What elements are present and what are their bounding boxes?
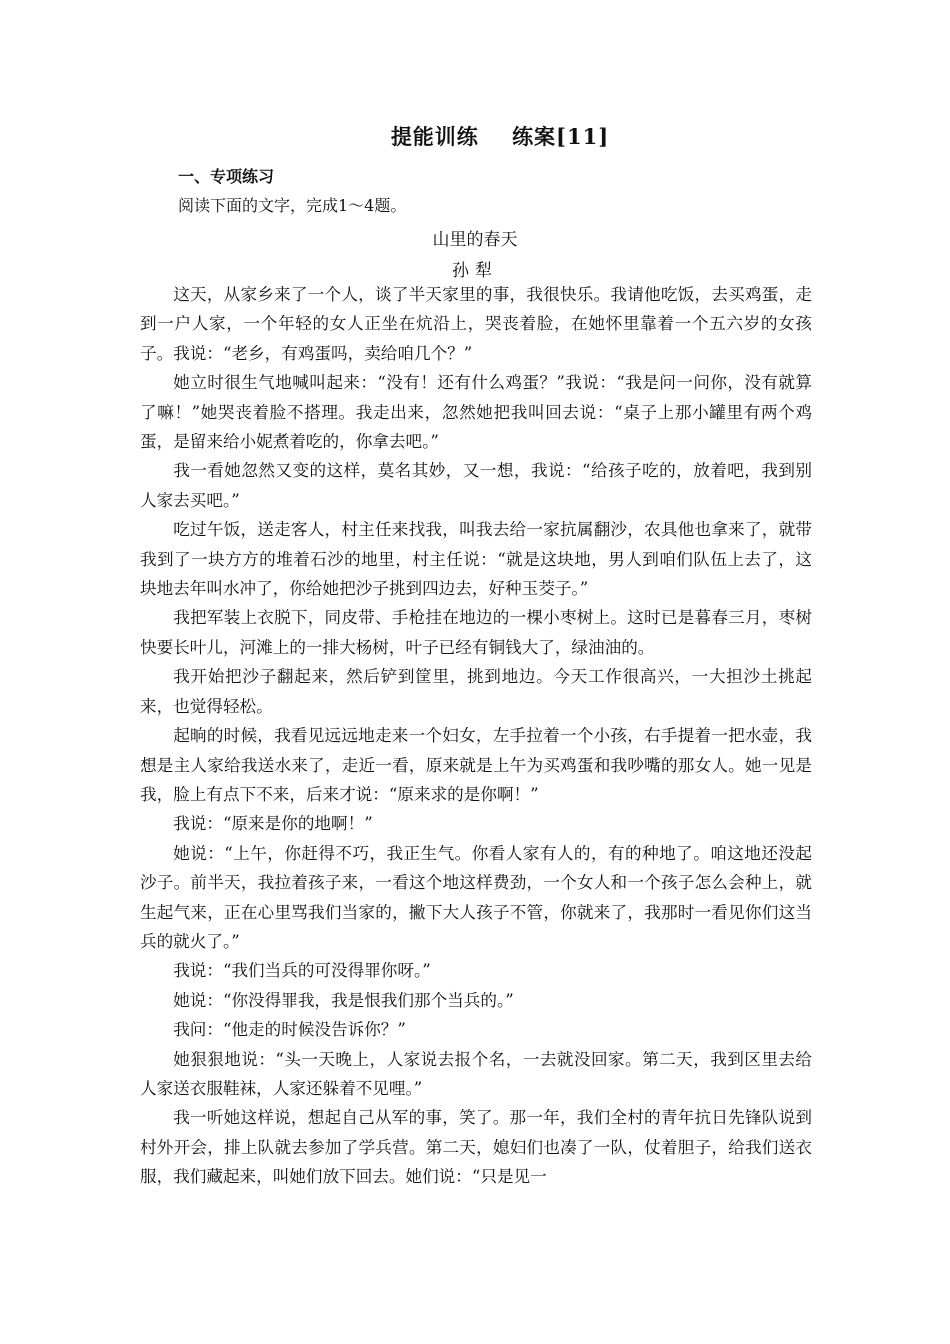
paragraph: 我一听她这样说，想起自己从军的事，笑了。那一年，我们全村的青年抗日先锋队说到村外开会，排上队就去参加了学兵营。第二天，媳妇们也凑了一队，仗着胆子，给我们送衣服，我们藏起来，叫她们放下回去。她们说：“只是见一 (140, 1108, 812, 1187)
paragraph: 她狠狠地说：“头一天晚上，人家说去报个名，一去就没回家。第二天，我到区里去给人家送衣服鞋袜，人家还躲着不见哩。” (140, 1049, 812, 1098)
paragraph: 吃过午饭，送走客人，村主任来找我，叫我去给一家抗属翻沙，农具他也拿来了，就带我到了一块方方的堆着石沙的地里，村主任说：“就是这块地，男人到咱们队伍上去了，这块地去年叫水冲了，你给她把沙子挑到四边去，好种玉茭子。” (140, 520, 812, 599)
page-title (0, 121, 950, 151)
page-title-sub: 练案[11] (512, 124, 610, 149)
article-author: 孙犁 (452, 261, 498, 281)
paragraph: 起晌的时候，我看见远远地走来一个妇女，左手拉着一个小孩，右手提着一把水壶，我想是主人家给我送水来了，走近一看，原来就是上午为买鸡蛋和我吵嘴的那女人。她一见是我，脸上有点下不来，后来才说：“原来求的是你啊！” (140, 726, 812, 804)
article-body (140, 280, 812, 1192)
paragraph: 我一看她忽然又变的这样，莫名其妙，又一想，我说：“给孩子吃的，放着吧，我到别人家去买吧。” (140, 461, 812, 510)
paragraph: 我说：“我们当兵的可没得罪你呀。” (173, 961, 431, 981)
reading-instruction: 阅读下面的文字，完成1～4题。 (178, 196, 407, 215)
paragraph: 她立时很生气地喊叫起来：“没有！还有什么鸡蛋？”我说：“我是问一问你，没有就算了嘛！”她哭丧着脸不搭理。我走出来，忽然她把我叫回去说：“桌子上那小罐里有两个鸡蛋，是留来给小妮煮着吃的，你拿去吧。” (140, 373, 812, 452)
article-title: 山里的春天 (432, 230, 518, 250)
page-title-main: 提能训练 (390, 124, 479, 149)
paragraph: 我问：“他走的时候没告诉你？” (173, 1020, 406, 1040)
paragraph: 我开始把沙子翻起来，然后铲到筐里，挑到地边。今天工作很高兴，一大担沙土挑起来，也觉得轻松。 (140, 667, 812, 716)
section-heading: 一、专项练习 (178, 167, 275, 186)
paragraph: 她说：“上午，你赶得不巧，我正生气。你看人家有人的，有的种地了。咱这地还没起沙子。前半天，我拉着孩子来，一看这个地这样费劲，一个女人和一个孩子怎么会种上，就生起气来，正在心里骂我们当家的，撇下大人孩子不管，你就来了，我那时一看见你们这当兵的就火了。” (140, 843, 812, 951)
paragraph: 她说：“你没得罪我，我是恨我们那个当兵的。” (173, 990, 514, 1010)
paragraph: 我把军装上衣脱下，同皮带、手枪挂在地边的一棵小枣树上。这时已是暮春三月，枣树快要长叶儿，河滩上的一排大杨树，叶子已经有铜钱大了，绿油油的。 (140, 608, 812, 657)
paragraph: 这天，从家乡来了一个人，谈了半天家里的事，我很快乐。我请他吃饭，去买鸡蛋，走到一户人家，一个年轻的女人正坐在炕沿上，哭丧着脸，在她怀里靠着一个五六岁的女孩子。我说：“老乡，有鸡蛋吗，卖给咱几个？” (140, 285, 812, 363)
paragraph: 我说：“原来是你的地啊！” (173, 814, 373, 834)
